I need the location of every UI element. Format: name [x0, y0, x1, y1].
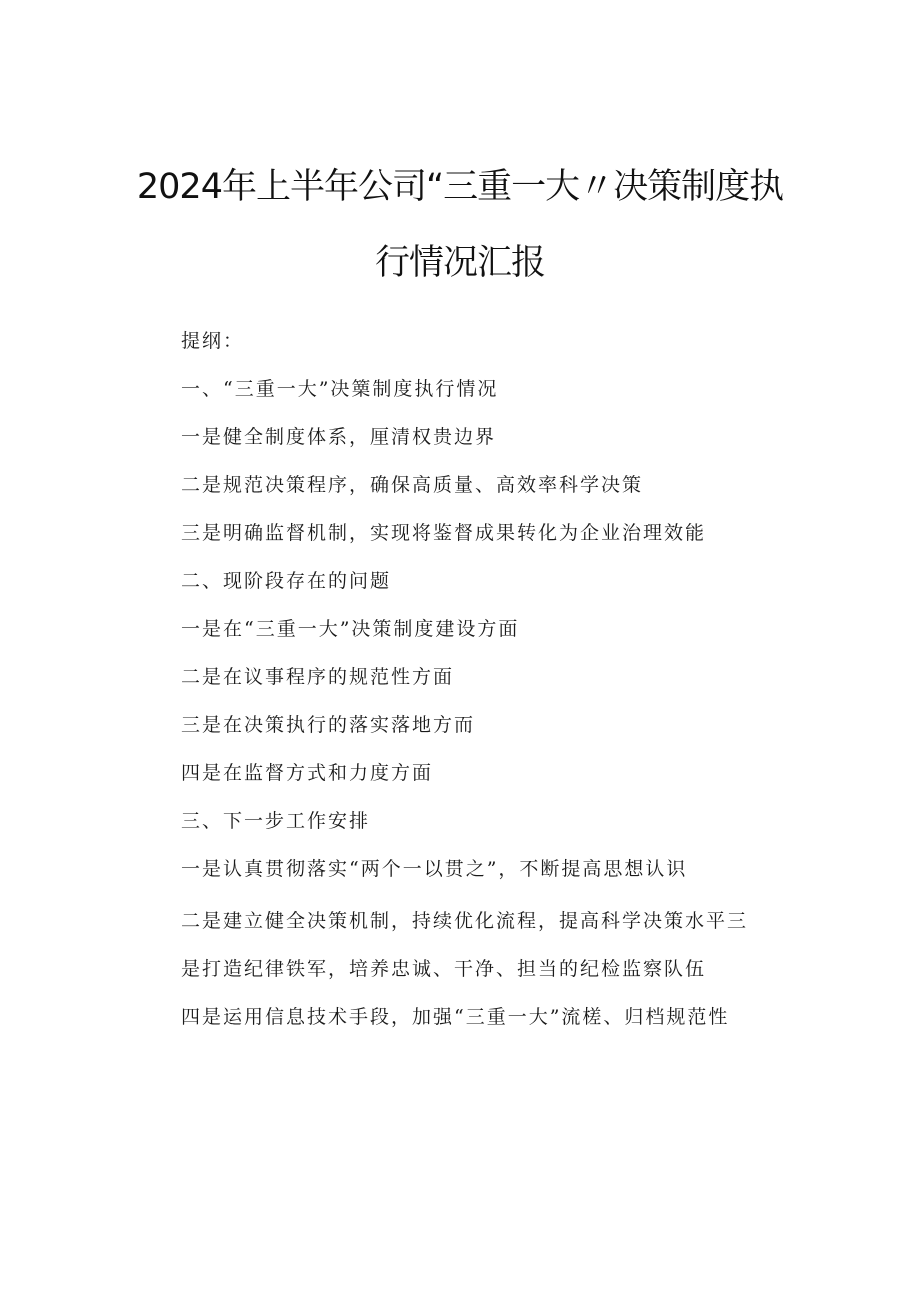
outline-item: 一是在“三重一大”决策制度建设方面	[181, 618, 520, 640]
outline-item: 一是认真贯彻落实“两个一以贯之”，不断提高思想认识	[181, 858, 688, 880]
outline-item: 四是在监督方式和力度方面	[181, 762, 434, 784]
outline-item: 一是健全制度体系，厘清权贵边界	[181, 426, 497, 448]
document-title-line-2: 行情况汇报	[374, 243, 545, 283]
document-title-line-1: 2024年上半年公司“三重一大〃决策制度执	[136, 167, 784, 207]
section-heading-3: 三、下一步工作安排	[181, 810, 371, 832]
section-heading-2: 二、现阶段存在的问题	[181, 570, 392, 592]
section-heading-1: 一、“三重一大”决篥制度执行情况	[181, 378, 499, 400]
outline-item: 二是在议事程序的规范性方面	[181, 666, 455, 688]
outline-item: 四是运用信息技术手段，加强“三重一大”流槎、归档规范性	[181, 1006, 730, 1028]
outline-label: 提纲：	[181, 330, 245, 352]
outline-item: 三是在决策执行的落实落地方而	[181, 714, 476, 736]
outline-item: 二是规范决策程序，确保高质量、高效率科学决策	[181, 474, 644, 496]
outline-item: 是打造纪律铁军，培养忠诚、干净、担当的纪检监察队伍	[181, 958, 707, 980]
outline-item: 三是明确监督机制，实现将鉴督成果转化为企业治理效能	[181, 522, 707, 544]
outline-item: 二是建立健全决策机制，持续优化流程，提高科学决策水平三	[181, 910, 749, 932]
